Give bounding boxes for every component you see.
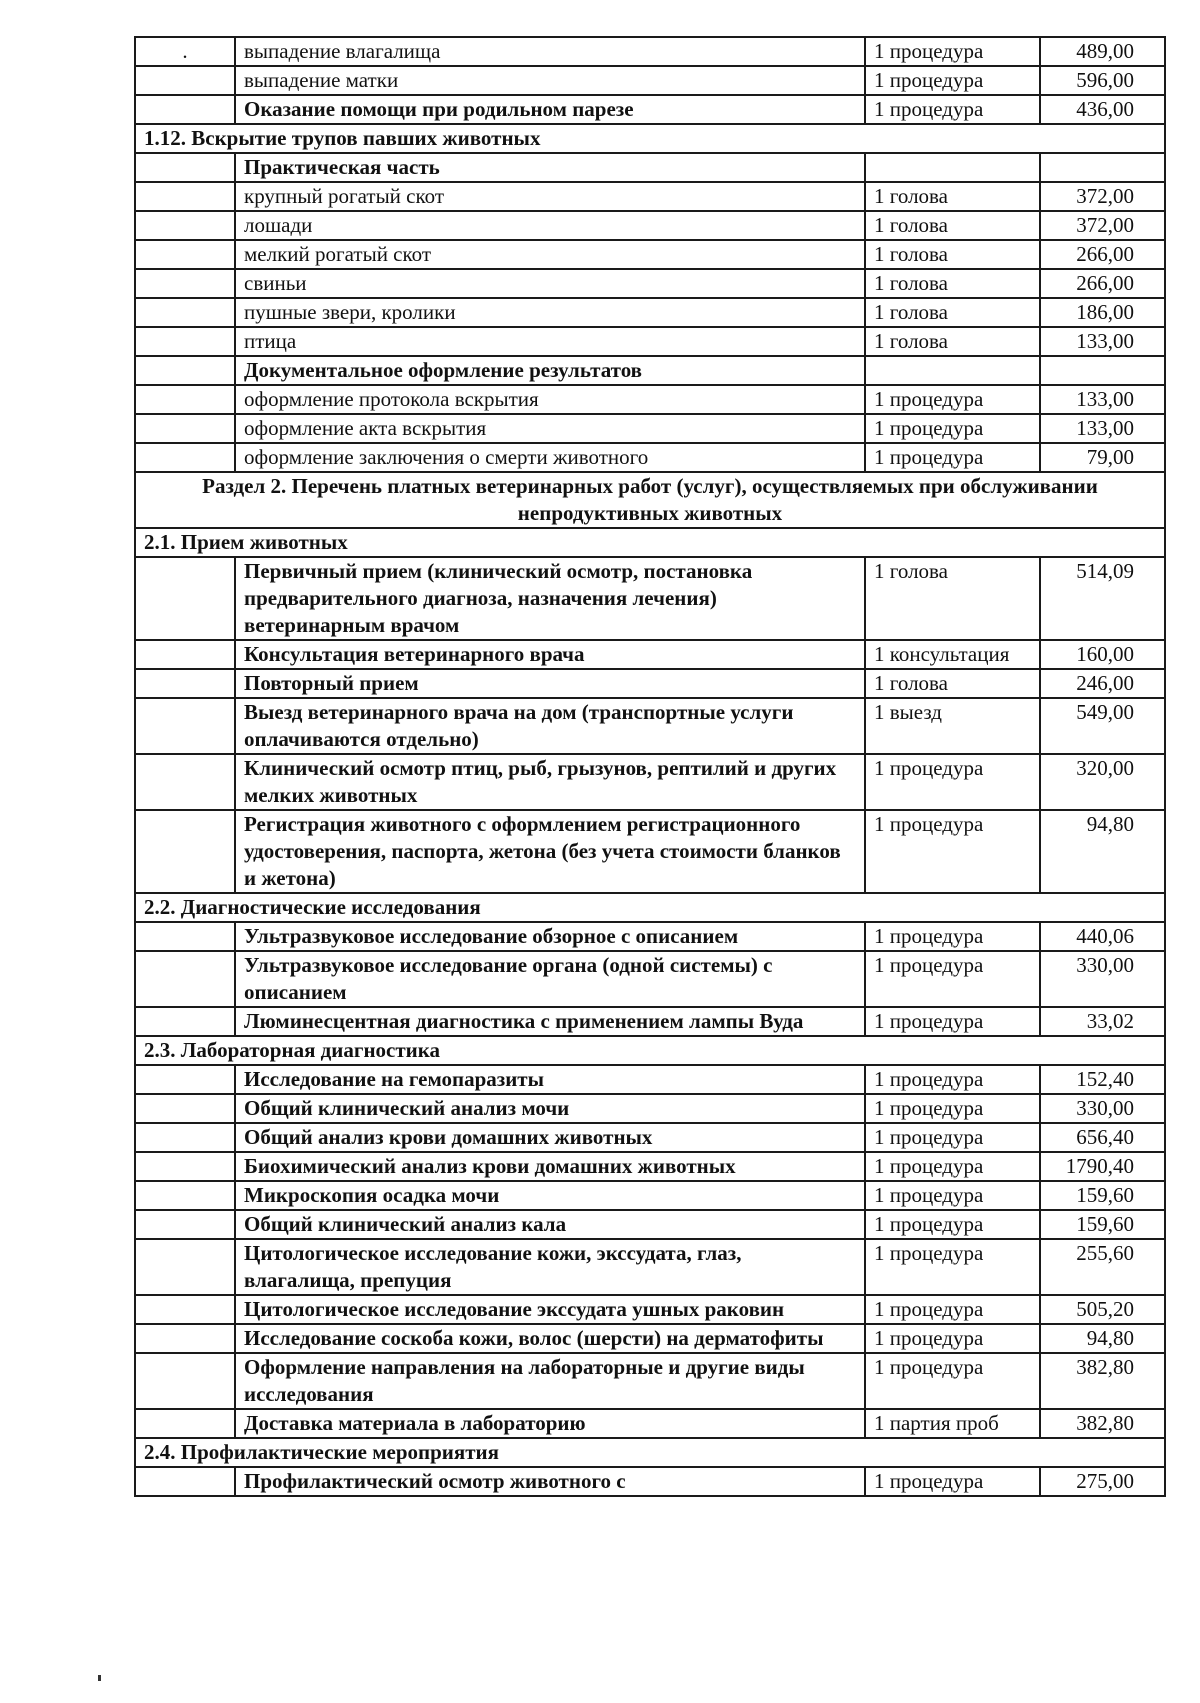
service-price: 160,00 bbox=[1040, 640, 1165, 669]
service-price: 549,00 bbox=[1040, 698, 1165, 754]
service-price: 1790,40 bbox=[1040, 1152, 1165, 1181]
price-table-body bbox=[135, 37, 1165, 1496]
row-number bbox=[135, 298, 235, 327]
section-title: 2.3. Лабораторная диагностика bbox=[135, 1036, 1165, 1065]
row-number bbox=[135, 1324, 235, 1353]
row-number bbox=[135, 211, 235, 240]
service-price: 514,09 bbox=[1040, 557, 1165, 640]
row-number bbox=[135, 1467, 235, 1496]
service-price: 152,40 bbox=[1040, 1065, 1165, 1094]
service-price: 255,60 bbox=[1040, 1239, 1165, 1295]
service-name: Профилактический осмотр животного с bbox=[235, 1467, 865, 1496]
row-number bbox=[135, 1094, 235, 1123]
service-name: Общий клинический анализ мочи bbox=[235, 1094, 865, 1123]
row-number bbox=[135, 810, 235, 893]
row-number bbox=[135, 951, 235, 1007]
table-row bbox=[135, 1094, 1165, 1123]
service-price: 596,00 bbox=[1040, 66, 1165, 95]
service-name: Биохимический анализ крови домашних животных bbox=[235, 1152, 865, 1181]
unit-of-measure: 1 процедура bbox=[865, 95, 1040, 124]
service-name: Исследование соскоба кожи, волос (шерсти) на дерматофиты bbox=[235, 1324, 865, 1353]
service-name: Общий анализ крови домашних животных bbox=[235, 1123, 865, 1152]
unit-of-measure: 1 процедура bbox=[865, 1467, 1040, 1496]
service-price: 275,00 bbox=[1040, 1467, 1165, 1496]
table-row bbox=[135, 1065, 1165, 1094]
section-header-row bbox=[135, 1438, 1165, 1467]
table-row bbox=[135, 698, 1165, 754]
service-price: 372,00 bbox=[1040, 182, 1165, 211]
unit-of-measure: 1 процедура bbox=[865, 414, 1040, 443]
service-name: Микроскопия осадка мочи bbox=[235, 1181, 865, 1210]
service-name: Ультразвуковое исследование обзорное с описанием bbox=[235, 922, 865, 951]
unit-of-measure: 1 процедура bbox=[865, 1152, 1040, 1181]
row-number bbox=[135, 557, 235, 640]
unit-of-measure: 1 процедура bbox=[865, 1181, 1040, 1210]
service-price: 656,40 bbox=[1040, 1123, 1165, 1152]
section-header-row bbox=[135, 528, 1165, 557]
row-number bbox=[135, 356, 235, 385]
unit-of-measure: 1 процедура bbox=[865, 385, 1040, 414]
service-name: оформление протокола вскрытия bbox=[235, 385, 865, 414]
table-row bbox=[135, 37, 1165, 66]
unit-of-measure: 1 голова bbox=[865, 298, 1040, 327]
service-price: 440,06 bbox=[1040, 922, 1165, 951]
scan-mark bbox=[98, 1675, 101, 1681]
table-row bbox=[135, 951, 1165, 1007]
service-price: 133,00 bbox=[1040, 414, 1165, 443]
section-title: 1.12. Вскрытие трупов павших животных bbox=[135, 124, 1165, 153]
unit-of-measure: 1 процедура bbox=[865, 1239, 1040, 1295]
service-price: 94,80 bbox=[1040, 810, 1165, 893]
section-header-row bbox=[135, 124, 1165, 153]
service-price: 505,20 bbox=[1040, 1295, 1165, 1324]
service-name: свиньи bbox=[235, 269, 865, 298]
unit-of-measure: 1 процедура bbox=[865, 810, 1040, 893]
service-price: 330,00 bbox=[1040, 1094, 1165, 1123]
unit-of-measure: 1 процедура bbox=[865, 1123, 1040, 1152]
row-number bbox=[135, 698, 235, 754]
service-price: 133,00 bbox=[1040, 385, 1165, 414]
row-number bbox=[135, 182, 235, 211]
price-table bbox=[134, 36, 1166, 1497]
service-price bbox=[1040, 153, 1165, 182]
unit-of-measure: 1 процедура bbox=[865, 1295, 1040, 1324]
service-name: лошади bbox=[235, 211, 865, 240]
part-header-row bbox=[135, 472, 1165, 528]
table-row bbox=[135, 153, 1165, 182]
service-name: Ультразвуковое исследование органа (одной системы) с описанием bbox=[235, 951, 865, 1007]
section-title: 2.4. Профилактические мероприятия bbox=[135, 1438, 1165, 1467]
service-name: Цитологическое исследование экссудата ушных раковин bbox=[235, 1295, 865, 1324]
table-row bbox=[135, 1210, 1165, 1239]
section-title: 2.1. Прием животных bbox=[135, 528, 1165, 557]
service-name: Практическая часть bbox=[235, 153, 865, 182]
service-price bbox=[1040, 356, 1165, 385]
unit-of-measure: 1 процедура bbox=[865, 951, 1040, 1007]
service-name: Оказание помощи при родильном парезе bbox=[235, 95, 865, 124]
table-row bbox=[135, 356, 1165, 385]
table-row bbox=[135, 1295, 1165, 1324]
table-row bbox=[135, 754, 1165, 810]
unit-of-measure: 1 процедура bbox=[865, 1094, 1040, 1123]
row-number bbox=[135, 385, 235, 414]
row-number bbox=[135, 1181, 235, 1210]
service-name: Клинический осмотр птиц, рыб, грызунов, рептилий и других мелких животных bbox=[235, 754, 865, 810]
service-price: 436,00 bbox=[1040, 95, 1165, 124]
row-number bbox=[135, 414, 235, 443]
row-number bbox=[135, 1409, 235, 1438]
service-price: 79,00 bbox=[1040, 443, 1165, 472]
row-number bbox=[135, 269, 235, 298]
table-row bbox=[135, 269, 1165, 298]
table-row bbox=[135, 298, 1165, 327]
unit-of-measure: 1 процедура bbox=[865, 1007, 1040, 1036]
unit-of-measure: 1 партия проб bbox=[865, 1409, 1040, 1438]
service-name: птица bbox=[235, 327, 865, 356]
table-row bbox=[135, 327, 1165, 356]
table-row bbox=[135, 810, 1165, 893]
table-row bbox=[135, 1239, 1165, 1295]
service-name: Первичный прием (клинический осмотр, постановка предварительного диагноза, назначения лечения) ветеринарным врачом bbox=[235, 557, 865, 640]
service-price: 266,00 bbox=[1040, 240, 1165, 269]
service-price: 94,80 bbox=[1040, 1324, 1165, 1353]
unit-of-measure: 1 процедура bbox=[865, 1324, 1040, 1353]
unit-of-measure: 1 процедура bbox=[865, 443, 1040, 472]
table-row bbox=[135, 66, 1165, 95]
section-header-row bbox=[135, 1036, 1165, 1065]
unit-of-measure: 1 голова bbox=[865, 182, 1040, 211]
row-number bbox=[135, 1295, 235, 1324]
service-price: 133,00 bbox=[1040, 327, 1165, 356]
table-row bbox=[135, 557, 1165, 640]
row-number bbox=[135, 640, 235, 669]
unit-of-measure: 1 голова bbox=[865, 211, 1040, 240]
unit-of-measure: 1 голова bbox=[865, 240, 1040, 269]
table-row bbox=[135, 1123, 1165, 1152]
unit-of-measure bbox=[865, 356, 1040, 385]
service-name: Регистрация животного с оформлением регистрационного удостоверения, паспорта, жетона (без учета стоимости бланков и жетона) bbox=[235, 810, 865, 893]
table-row bbox=[135, 640, 1165, 669]
unit-of-measure: 1 голова bbox=[865, 669, 1040, 698]
row-number bbox=[135, 1353, 235, 1409]
table-row bbox=[135, 1152, 1165, 1181]
row-number bbox=[135, 754, 235, 810]
unit-of-measure: 1 процедура bbox=[865, 37, 1040, 66]
service-name: Документальное оформление результатов bbox=[235, 356, 865, 385]
table-row bbox=[135, 240, 1165, 269]
row-number bbox=[135, 327, 235, 356]
row-number bbox=[135, 95, 235, 124]
unit-of-measure: 1 процедура bbox=[865, 66, 1040, 95]
service-price: 186,00 bbox=[1040, 298, 1165, 327]
row-number bbox=[135, 240, 235, 269]
service-name: Оформление направления на лабораторные и другие виды исследования bbox=[235, 1353, 865, 1409]
table-row bbox=[135, 385, 1165, 414]
row-number bbox=[135, 1007, 235, 1036]
service-name: пушные звери, кролики bbox=[235, 298, 865, 327]
row-number bbox=[135, 1239, 235, 1295]
table-row bbox=[135, 1353, 1165, 1409]
unit-of-measure: 1 процедура bbox=[865, 1065, 1040, 1094]
section-title: 2.2. Диагностические исследования bbox=[135, 893, 1165, 922]
table-row bbox=[135, 922, 1165, 951]
unit-of-measure: 1 процедура bbox=[865, 922, 1040, 951]
row-number bbox=[135, 1210, 235, 1239]
service-price: 382,80 bbox=[1040, 1353, 1165, 1409]
unit-of-measure: 1 выезд bbox=[865, 698, 1040, 754]
service-name: Выезд ветеринарного врача на дом (транспортные услуги оплачиваются отдельно) bbox=[235, 698, 865, 754]
service-name: выпадение влагалища bbox=[235, 37, 865, 66]
service-price: 372,00 bbox=[1040, 211, 1165, 240]
service-name: Цитологическое исследование кожи, экссудата, глаз, влагалища, препуция bbox=[235, 1239, 865, 1295]
table-row bbox=[135, 95, 1165, 124]
row-number bbox=[135, 66, 235, 95]
service-name: мелкий рогатый скот bbox=[235, 240, 865, 269]
row-number bbox=[135, 922, 235, 951]
service-name: Повторный прием bbox=[235, 669, 865, 698]
service-price: 382,80 bbox=[1040, 1409, 1165, 1438]
service-price: 320,00 bbox=[1040, 754, 1165, 810]
unit-of-measure: 1 голова bbox=[865, 327, 1040, 356]
service-name: Доставка материала в лабораторию bbox=[235, 1409, 865, 1438]
service-price: 246,00 bbox=[1040, 669, 1165, 698]
service-name: крупный рогатый скот bbox=[235, 182, 865, 211]
part-title: Раздел 2. Перечень платных ветеринарных работ (услуг), осуществляемых при обслуживании непродуктивных животных bbox=[135, 472, 1165, 528]
service-price: 159,60 bbox=[1040, 1181, 1165, 1210]
row-number: . bbox=[135, 37, 235, 66]
table-row bbox=[135, 1467, 1165, 1496]
service-price: 489,00 bbox=[1040, 37, 1165, 66]
unit-of-measure: 1 процедура bbox=[865, 754, 1040, 810]
table-row bbox=[135, 414, 1165, 443]
table-row bbox=[135, 182, 1165, 211]
service-price: 266,00 bbox=[1040, 269, 1165, 298]
service-name: Общий клинический анализ кала bbox=[235, 1210, 865, 1239]
service-name: Консультация ветеринарного врача bbox=[235, 640, 865, 669]
unit-of-measure: 1 голова bbox=[865, 269, 1040, 298]
unit-of-measure: 1 консультация bbox=[865, 640, 1040, 669]
table-row bbox=[135, 211, 1165, 240]
service-price: 33,02 bbox=[1040, 1007, 1165, 1036]
unit-of-measure: 1 процедура bbox=[865, 1353, 1040, 1409]
service-name: оформление акта вскрытия bbox=[235, 414, 865, 443]
unit-of-measure bbox=[865, 153, 1040, 182]
service-name: выпадение матки bbox=[235, 66, 865, 95]
table-row bbox=[135, 1181, 1165, 1210]
row-number bbox=[135, 153, 235, 182]
row-number bbox=[135, 1123, 235, 1152]
service-price: 330,00 bbox=[1040, 951, 1165, 1007]
service-name: Люминесцентная диагностика с применением лампы Вуда bbox=[235, 1007, 865, 1036]
service-name: Исследование на гемопаразиты bbox=[235, 1065, 865, 1094]
unit-of-measure: 1 процедура bbox=[865, 1210, 1040, 1239]
row-number bbox=[135, 1152, 235, 1181]
table-row bbox=[135, 1007, 1165, 1036]
table-row bbox=[135, 1324, 1165, 1353]
row-number bbox=[135, 1065, 235, 1094]
table-row bbox=[135, 669, 1165, 698]
price-list-page bbox=[134, 36, 1164, 1497]
table-row bbox=[135, 1409, 1165, 1438]
unit-of-measure: 1 голова bbox=[865, 557, 1040, 640]
service-name: оформление заключения о смерти животного bbox=[235, 443, 865, 472]
table-row bbox=[135, 443, 1165, 472]
row-number bbox=[135, 669, 235, 698]
row-number bbox=[135, 443, 235, 472]
service-price: 159,60 bbox=[1040, 1210, 1165, 1239]
section-header-row bbox=[135, 893, 1165, 922]
